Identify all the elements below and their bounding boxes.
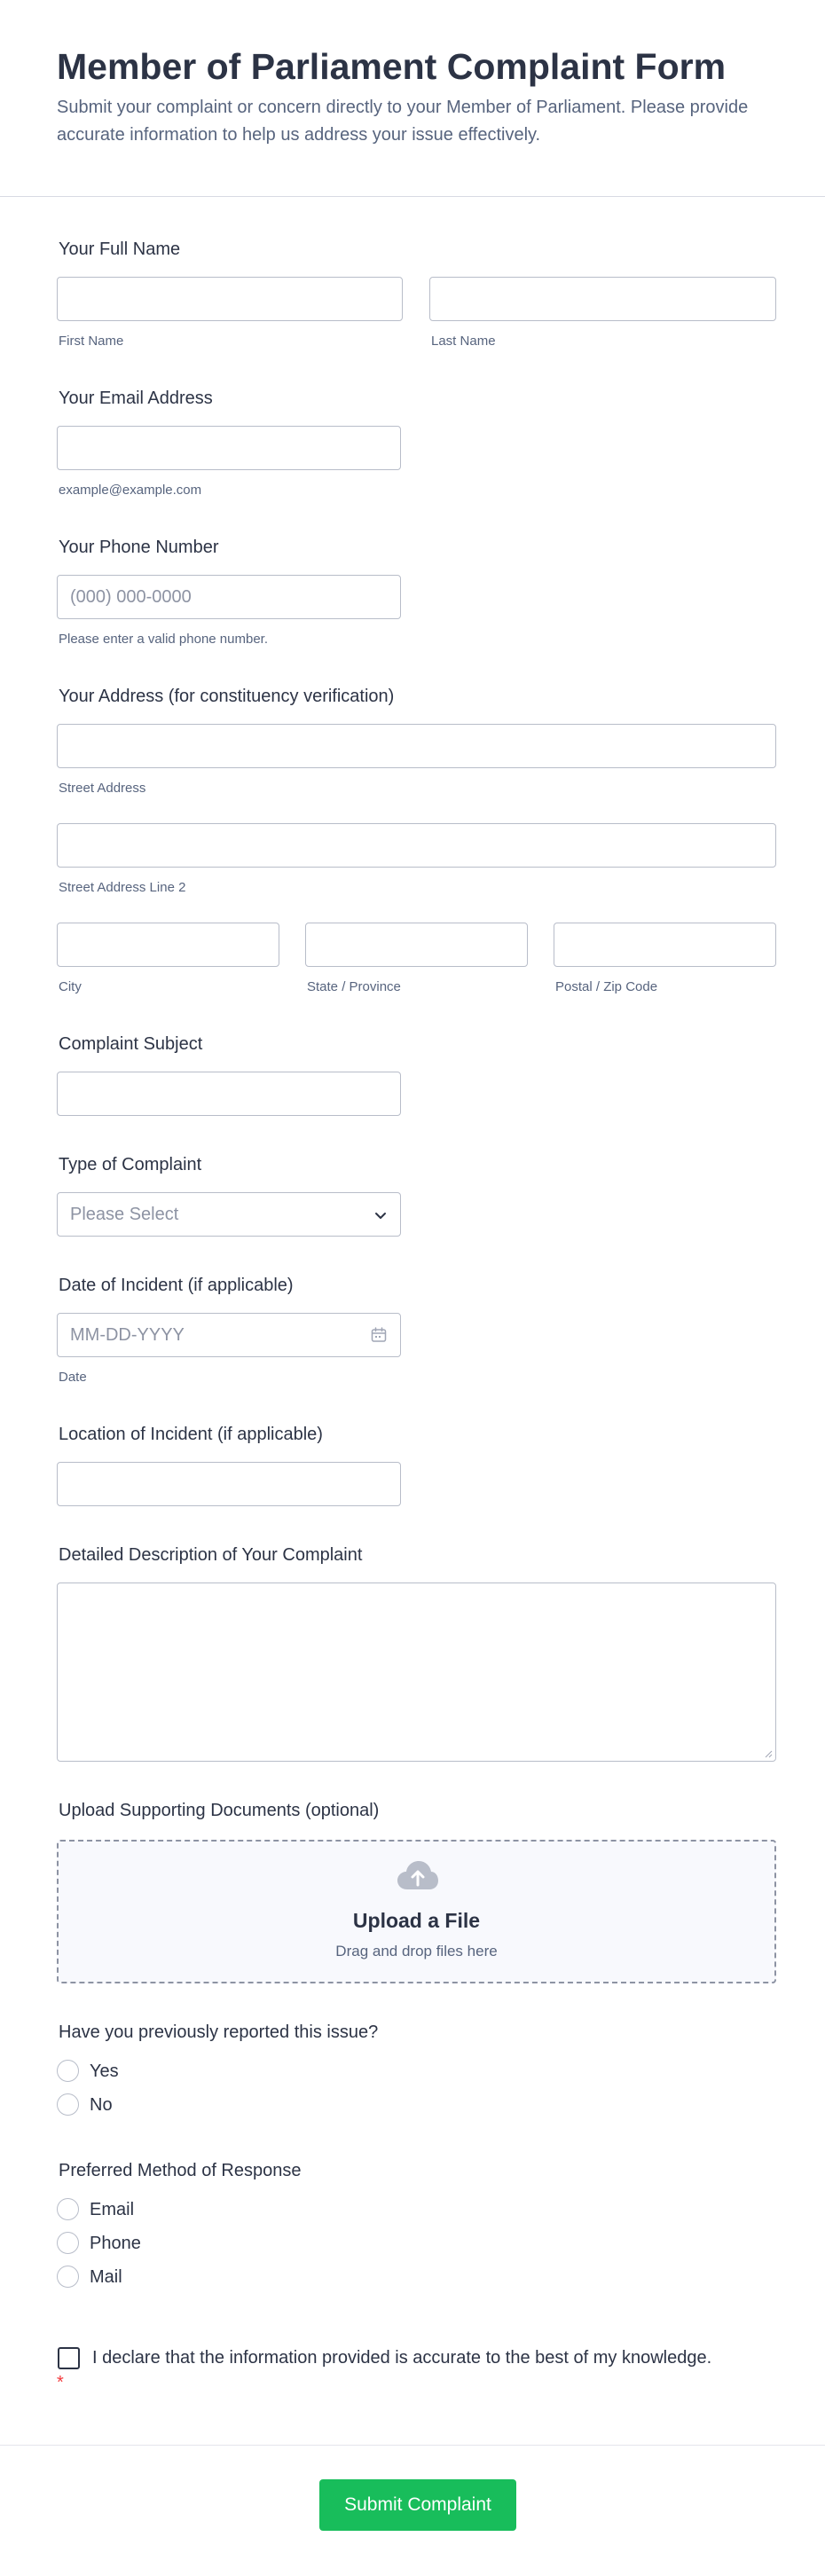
email-label: Your Email Address bbox=[59, 389, 213, 408]
first-name-input[interactable] bbox=[57, 277, 403, 321]
response-email-label[interactable]: Email bbox=[90, 2200, 135, 2219]
street-address-sublabel: Street Address bbox=[59, 781, 146, 796]
street-address-line2-sublabel: Street Address Line 2 bbox=[59, 880, 186, 895]
response-method-label: Preferred Method of Response bbox=[59, 2161, 302, 2180]
postal-code-input[interactable] bbox=[554, 923, 776, 967]
response-mail-radio[interactable] bbox=[57, 2266, 79, 2288]
response-email-radio[interactable] bbox=[57, 2198, 79, 2220]
phone-input[interactable] bbox=[57, 575, 401, 619]
date-placeholder: MM-DD-YYYY bbox=[70, 1325, 185, 1345]
first-name-sublabel: First Name bbox=[59, 334, 124, 349]
complaint-type-label: Type of Complaint bbox=[59, 1155, 202, 1174]
complaint-type-select[interactable] bbox=[57, 1192, 401, 1237]
upload-subtitle: Drag and drop files here bbox=[335, 1943, 498, 1959]
state-input[interactable] bbox=[305, 923, 528, 967]
location-label: Location of Incident (if applicable) bbox=[59, 1425, 323, 1444]
reported-no-label[interactable]: No bbox=[90, 2095, 113, 2115]
declaration-text[interactable] bbox=[57, 2345, 713, 2395]
last-name-sublabel: Last Name bbox=[431, 334, 496, 349]
response-phone-label[interactable]: Phone bbox=[90, 2234, 141, 2253]
reported-yes-radio[interactable] bbox=[57, 2060, 79, 2082]
last-name-input[interactable] bbox=[429, 277, 776, 321]
location-input[interactable] bbox=[57, 1462, 401, 1506]
city-input[interactable] bbox=[57, 923, 279, 967]
date-sublabel: Date bbox=[59, 1370, 87, 1385]
description-label: Detailed Description of Your Complaint bbox=[59, 1545, 363, 1565]
street-address-line2-input[interactable] bbox=[57, 823, 776, 868]
subject-label: Complaint Subject bbox=[59, 1034, 203, 1054]
phone-label: Your Phone Number bbox=[59, 538, 219, 557]
chevron-down-icon bbox=[373, 1208, 388, 1222]
date-input[interactable] bbox=[57, 1313, 401, 1357]
form-header bbox=[0, 0, 825, 197]
subject-input[interactable] bbox=[57, 1072, 401, 1116]
phone-placeholder: (000) 000-0000 bbox=[70, 587, 192, 607]
resize-handle-icon[interactable] bbox=[764, 1749, 773, 1758]
response-mail-label[interactable]: Mail bbox=[90, 2267, 122, 2287]
reported-label: Have you previously reported this issue? bbox=[59, 2022, 379, 2042]
upload-title: Upload a File bbox=[352, 1909, 481, 1932]
submit-complaint-button[interactable]: Submit Complaint bbox=[319, 2479, 516, 2531]
address-label: Your Address (for constituency verification) bbox=[59, 687, 395, 706]
cloud-upload-icon bbox=[396, 1859, 440, 1893]
calendar-icon[interactable] bbox=[370, 1326, 388, 1344]
upload-label: Upload Supporting Documents (optional) bbox=[59, 1801, 380, 1820]
description-textarea[interactable] bbox=[57, 1583, 776, 1762]
city-sublabel: City bbox=[59, 979, 82, 994]
reported-no-radio[interactable] bbox=[57, 2093, 79, 2116]
declaration-label: I declare that the information provided is accurate to the best of my knowledge. bbox=[92, 2348, 712, 2368]
full-name-label: Your Full Name bbox=[59, 240, 181, 259]
email-sublabel: example@example.com bbox=[59, 483, 202, 498]
page-title: Member of Parliament Complaint Form bbox=[57, 46, 727, 87]
email-input[interactable] bbox=[57, 426, 401, 470]
street-address-input[interactable] bbox=[57, 724, 776, 768]
state-sublabel: State / Province bbox=[307, 979, 401, 994]
form-description: Submit your complaint or concern directly to your Member of Parliament. Please provide accurate information to help us address your issue effectively. bbox=[57, 98, 749, 145]
required-mark: * bbox=[57, 2373, 64, 2392]
reported-yes-label[interactable]: Yes bbox=[90, 2062, 119, 2081]
response-phone-radio[interactable] bbox=[57, 2232, 79, 2254]
date-label: Date of Incident (if applicable) bbox=[59, 1276, 294, 1295]
postal-code-sublabel: Postal / Zip Code bbox=[555, 979, 658, 994]
file-upload-dropzone[interactable] bbox=[57, 1840, 776, 1983]
complaint-type-selected: Please Select bbox=[70, 1205, 179, 1224]
phone-sublabel: Please enter a valid phone number. bbox=[59, 632, 268, 647]
